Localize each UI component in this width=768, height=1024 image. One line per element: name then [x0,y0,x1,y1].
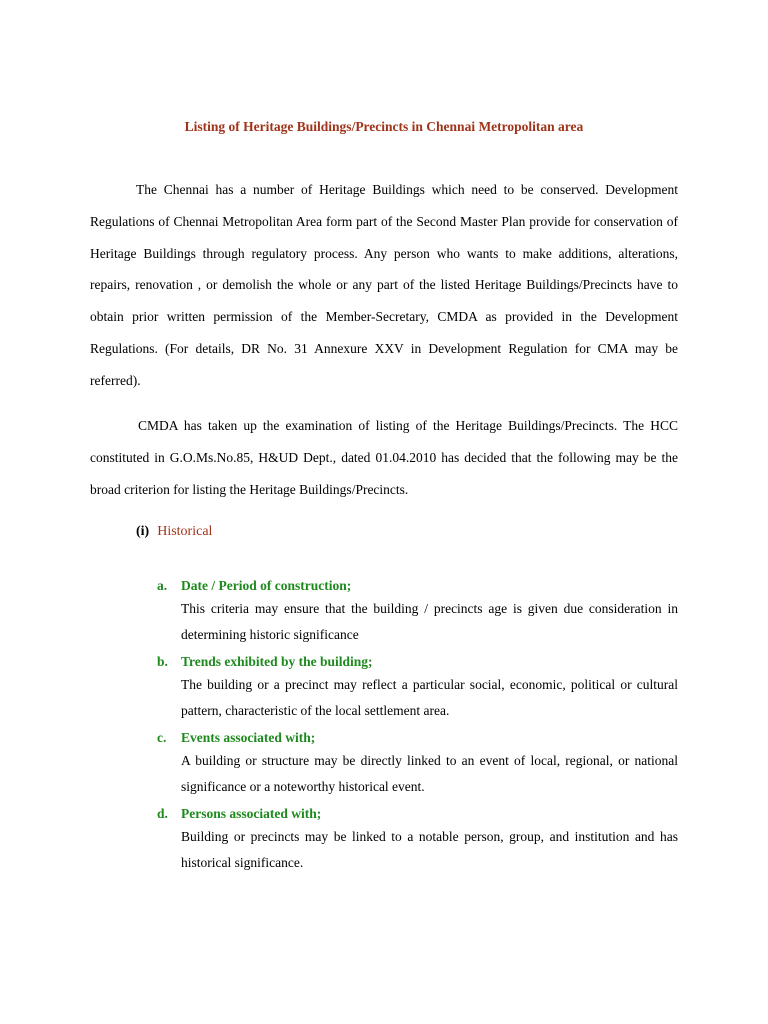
criteria-letter: c. [157,730,167,745]
intro-paragraph-text: The Chennai has a number of Heritage Buildings which need to be conserved. Development Regulations of Chennai Metropolitan Area form part of the Second Master Plan provide for conservation of Heritage Buildings through regulatory process. Any person who wants to make additions, alterations, repairs, renovation , or demolish the whole or any part of the listed Heritage Buildings/Precincts have to obtain prior written permission of the Member-Secretary, CMDA as provided in the Development Regulations. (For details, DR No. 31 Annexure XXV in Development Regulation for CMA may be referred). [90,182,678,388]
criteria-item-events [157,728,678,800]
criteria-description: The building or a precinct may reflect a particular social, economic, political or cultural pattern, characteristic of the local settlement area. [181,677,678,718]
criterion-paragraph-text: CMDA has taken up the examination of listing of the Heritage Buildings/Precincts. The HCC constituted in G.O.Ms.No.85, H&UD Dept., dated 01.04.2010 has decided that the following may be the broad criterion for listing the Heritage Buildings/Precincts. [90,418,678,497]
criteria-item-trends [157,652,678,724]
section-number: (i) [136,524,150,539]
criteria-item-date [157,576,678,648]
section-heading-historical [136,524,212,540]
criteria-description: This criteria may ensure that the building / precincts age is given due consideration in determining historic significance [181,601,678,642]
criteria-heading-text: Trends exhibited by the building; [181,654,373,669]
intro-paragraph [90,174,678,397]
criteria-heading [157,728,678,748]
criteria-heading-text: Date / Period of construction; [181,578,352,593]
criteria-heading [157,652,678,672]
criteria-letter: b. [157,654,168,669]
criteria-heading-text: Events associated with; [181,730,316,745]
criteria-letter: a. [157,578,168,593]
criteria-description: A building or structure may be directly linked to an event of local, regional, or national significance or a noteworthy historical event. [181,753,678,794]
document-title: Listing of Heritage Buildings/Precincts in Chennai Metropolitan area [184,119,584,134]
criteria-description: Building or precincts may be linked to a notable person, group, and institution and has historical significance. [181,829,678,870]
criteria-heading-text: Persons associated with; [181,806,322,821]
criteria-heading [157,804,678,824]
criterion-paragraph [90,410,678,505]
criteria-letter: d. [157,806,168,821]
criteria-item-persons [157,804,678,876]
criteria-heading [157,576,678,596]
criteria-list [157,576,678,880]
section-label: Historical [157,524,213,539]
